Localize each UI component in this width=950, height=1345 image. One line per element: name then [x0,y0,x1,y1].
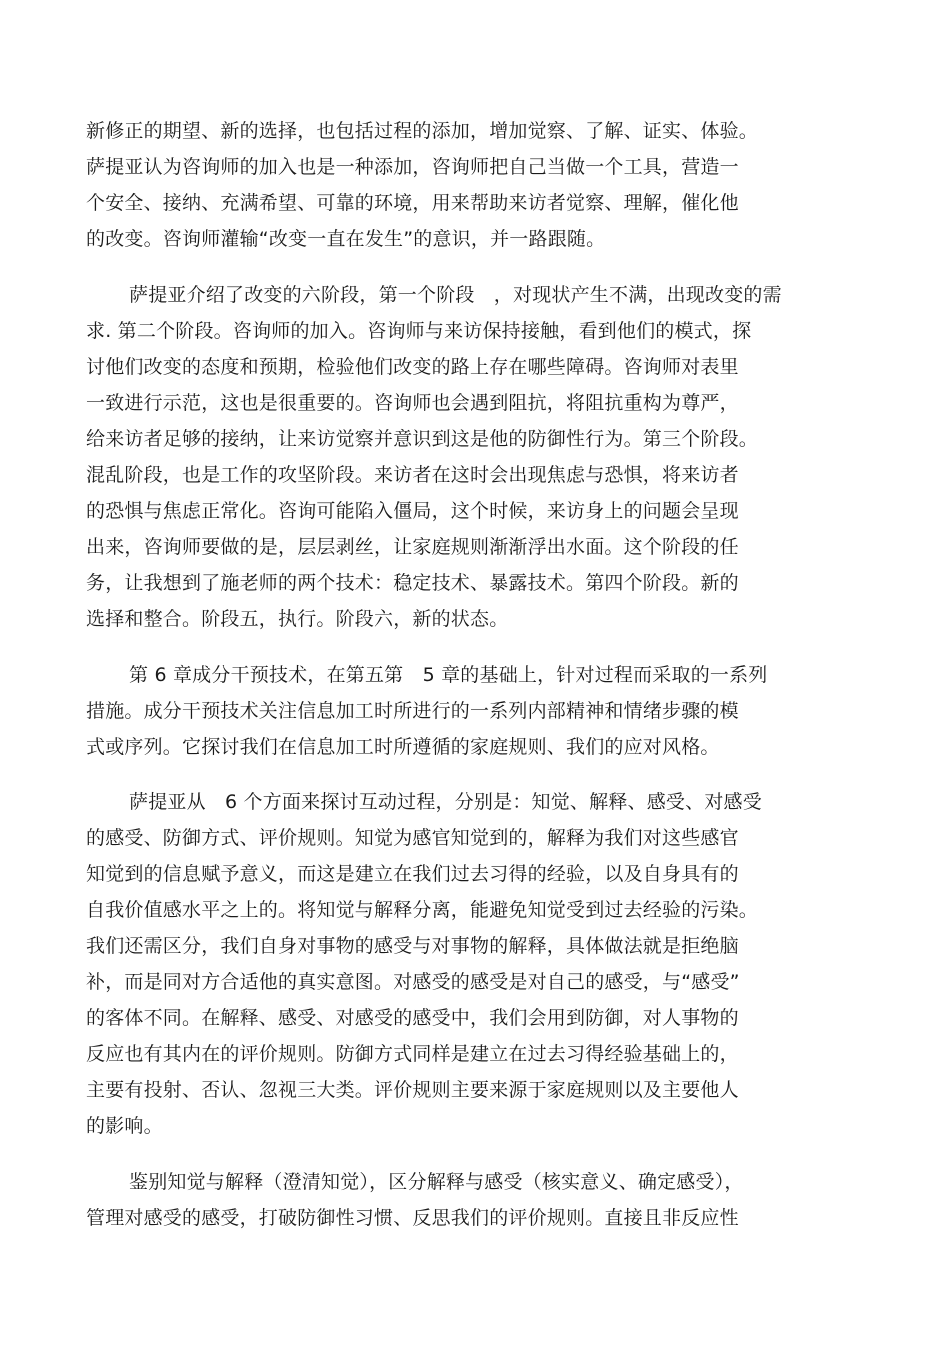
text-line: 萨提亚介绍了改变的六阶段，第一个阶段 ，对现状产生不满，出现改变的需 [129,284,782,306]
text-line: 萨提亚从 6 个方面来探讨互动过程，分别是：知觉、解释、感受、对感受 [129,791,762,813]
text-line: 讨他们改变的态度和预期，检验他们改变的路上存在哪些障碍。咨询师对表里 [86,356,739,378]
text-line: 鉴别知觉与解释（澄清知觉），区分解释与感受（核实意义、确定感受）， [129,1171,744,1193]
text-line: 的影响。 [86,1115,163,1137]
text-line: 的感受、防御方式、评价规则。知觉为感官知觉到的，解释为我们对这些感官 [86,827,739,849]
text-line: 补，而是同对方合适他的真实意图。对感受的感受是对自己的感受，与“感受” [86,971,740,993]
text-line: 的改变。咨询师灌输“改变一直在发生”的意识，并一路跟随。 [86,228,606,250]
text-line: 我们还需区分，我们自身对事物的感受与对事物的解释，具体做法就是拒绝脑 [86,935,739,957]
text-line: 反应也有其内在的评价规则。防御方式同样是建立在过去习得经验基础上的， [86,1043,739,1065]
text-line: 管理对感受的感受，打破防御性习惯、反思我们的评价规则。直接且非反应性 [86,1207,739,1229]
text-line: 主要有投射、否认、忽视三大类。评价规则主要来源于家庭规则以及主要他人 [86,1079,739,1101]
text-line: 式或序列。它探讨我们在信息加工时所遵循的家庭规则、我们的应对风格。 [86,736,720,758]
text-line: 个安全、接纳、充满希望、可靠的环境，用来帮助来访者觉察、理解，催化他 [86,192,739,214]
text-line: 的客体不同。在解释、感受、对感受的感受中，我们会用到防御，对人事物的 [86,1007,739,1029]
text-line: 混乱阶段，也是工作的攻坚阶段。来访者在这时会出现焦虑与恐惧，将来访者 [86,464,739,486]
text-line: 给来访者足够的接纳，让来访觉察并意识到这是他的防御性行为。第三个阶段。 [86,428,759,450]
text-line: 第 6 章成分干预技术，在第五第 5 章的基础上，针对过程而采取的一系列 [129,664,768,686]
text-line: 选择和整合。阶段五，执行。阶段六，新的状态。 [86,608,509,630]
text-line: 措施。成分干预技术关注信息加工时所进行的一系列内部精神和情绪步骤的模 [86,700,739,722]
text-line: 出来，咨询师要做的是，层层剥丝，让家庭规则渐渐浮出水面。这个阶段的任 [86,536,739,558]
text-line: 一致进行示范，这也是很重要的。咨询师也会遇到阻抗，将阻抗重构为尊严， [86,392,739,414]
text-line: 自我价值感水平之上的。将知觉与解释分离，能避免知觉受到过去经验的污染。 [86,899,759,921]
text-line: 求. 第二个阶段。咨询师的加入。咨询师与来访保持接触，看到他们的模式，探 [86,320,752,342]
text-line: 的恐惧与焦虑正常化。咨询可能陷入僵局，这个时候，来访身上的问题会呈现 [86,500,739,522]
text-line: 萨提亚认为咨询师的加入也是一种添加，咨询师把自己当做一个工具，营造一 [86,156,739,178]
text-line: 新修正的期望、新的选择，也包括过程的添加，增加觉察、了解、证实、体验。 [86,120,759,142]
text-line: 知觉到的信息赋予意义，而这是建立在我们过去习得的经验，以及自身具有的 [86,863,739,885]
text-line: 务，让我想到了施老师的两个技术：稳定技术、暴露技术。第四个阶段。新的 [86,572,739,594]
